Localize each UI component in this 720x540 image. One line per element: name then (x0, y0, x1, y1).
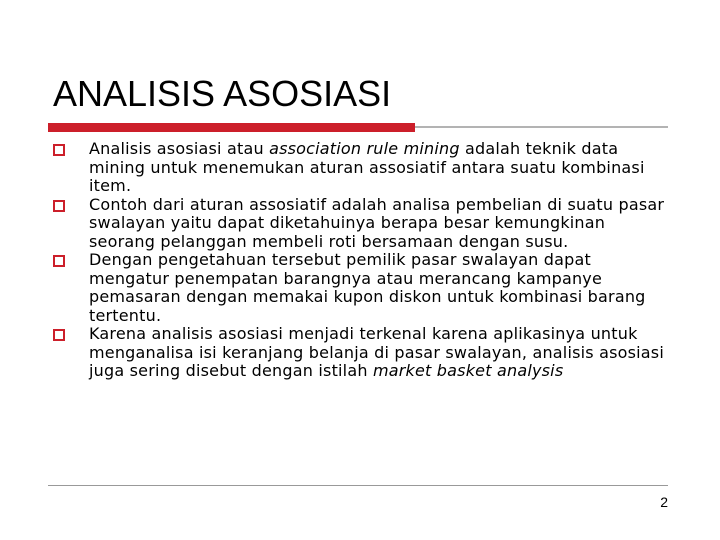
bullet-item (53, 140, 673, 196)
bullet-text-segment: Contoh dari aturan assosiatif adalah analisa pembelian di suatu pasar swalayan yaitu dapat diketahuinya berapa besar kemungkinan seorang pelanggan membeli roti bersamaan dengan susu. (89, 194, 665, 251)
page-number: 2 (660, 494, 668, 510)
bullet-item (53, 196, 673, 252)
hollow-square-bullet-icon (53, 144, 65, 156)
bullet-item (53, 325, 673, 381)
bullet-text-segment: Analisis asosiasi atau (89, 139, 270, 158)
footer-divider (48, 485, 668, 486)
bullet-text (89, 324, 664, 380)
bullet-text-segment: Karena analisis asosiasi menjadi terkenal karena aplikasinya untuk menganalisa isi keranjang belanja di pasar swalayan, analisis asosiasi juga sering disebut dengan istilah (89, 324, 664, 380)
bullet-text (89, 195, 664, 251)
bullet-italic-term: association rule mining (269, 139, 460, 158)
hollow-square-bullet-icon (53, 255, 65, 267)
bullet-item (53, 251, 673, 325)
bullet-text (89, 139, 645, 195)
bullet-italic-term: market basket analysis (372, 361, 564, 380)
title-accent-bar (48, 123, 415, 132)
bullet-text (89, 250, 646, 325)
slide-title: ANALISIS ASOSIASI (53, 73, 392, 114)
bullet-text-segment: Dengan pengetahuan tersebut pemilik pasar swalayan dapat mengatur penempatan barangnya atau merancang kampanye pemasaran dengan memakai kupon diskon untuk kombinasi barang tertentu. (89, 250, 646, 325)
hollow-square-bullet-icon (53, 329, 65, 341)
hollow-square-bullet-icon (53, 200, 65, 212)
bullet-list (53, 140, 673, 381)
bullet-text-segment: adalah teknik data mining untuk menemukan aturan assosiatif antara suatu kombinasi item. (89, 139, 645, 195)
